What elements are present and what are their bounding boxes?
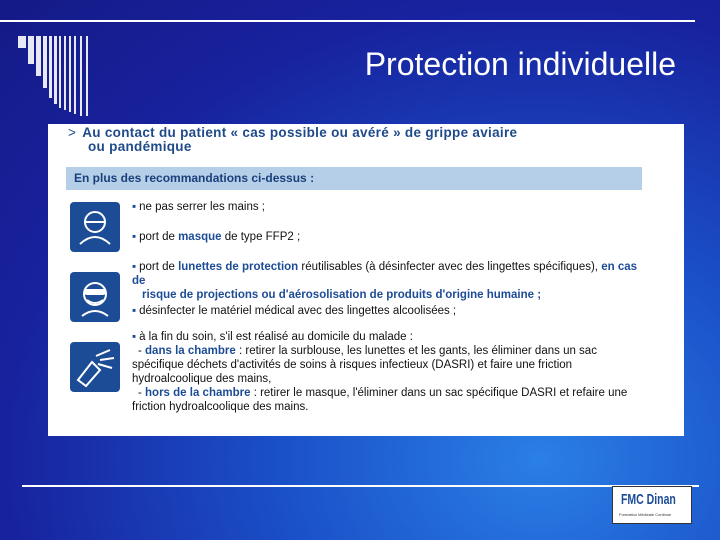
list-item: ▪ à la fin du soin, s'il est réalisé au domicile du malade : - dans la chambre : retirer la surblouse, les lunettes et les gants, les éliminer dans un sac spécifique déchets d'activités de soins à risques infectieux (DASRI) et faire une friction hydroalcoolique des mains, - hors de la chambre : retirer le masque, l'éliminer dans un sac spécifique DASRI et refaire une friction hydroalcoolique des mains.	[132, 331, 628, 413]
heading-marker: >	[68, 125, 77, 140]
top-rule	[0, 20, 695, 22]
disinfect-wipe-icon	[70, 342, 120, 392]
logo-text: FMC Dinan	[621, 491, 676, 508]
panel-heading	[68, 126, 517, 154]
list-item: ▪ port de lunettes de protection réutilisables (à désinfecter avec des lingettes spécifiques), en cas de risque de projections ou d'aérosolisation de produits d'origine humaine ;	[132, 261, 638, 301]
content-panel	[48, 124, 684, 436]
footer-rule	[22, 485, 699, 487]
slide-title: Protection individuelle	[364, 46, 676, 82]
recommendations-band	[66, 167, 642, 190]
list-item: ▪ désinfecter le matériel médical avec des lingettes alcoolisées ;	[132, 305, 457, 317]
heading-line-2: ou pandémique	[88, 139, 192, 154]
list-item: ▪ port de masque de type FFP2 ;	[132, 231, 301, 243]
mask-goggles-icon	[70, 272, 120, 322]
heading-line-1: Au contact du patient « cas possible ou avéré » de grippe aviaire	[82, 125, 518, 140]
decorative-bars	[18, 36, 118, 116]
band-text: En plus des recommandations ci-dessus :	[74, 171, 315, 185]
list-item: ▪ ne pas serrer les mains ;	[132, 201, 265, 213]
logo-subtext: Formation Médicale Continue	[619, 512, 672, 517]
no-handshake-icon	[70, 202, 120, 252]
fmc-logo	[612, 486, 692, 524]
